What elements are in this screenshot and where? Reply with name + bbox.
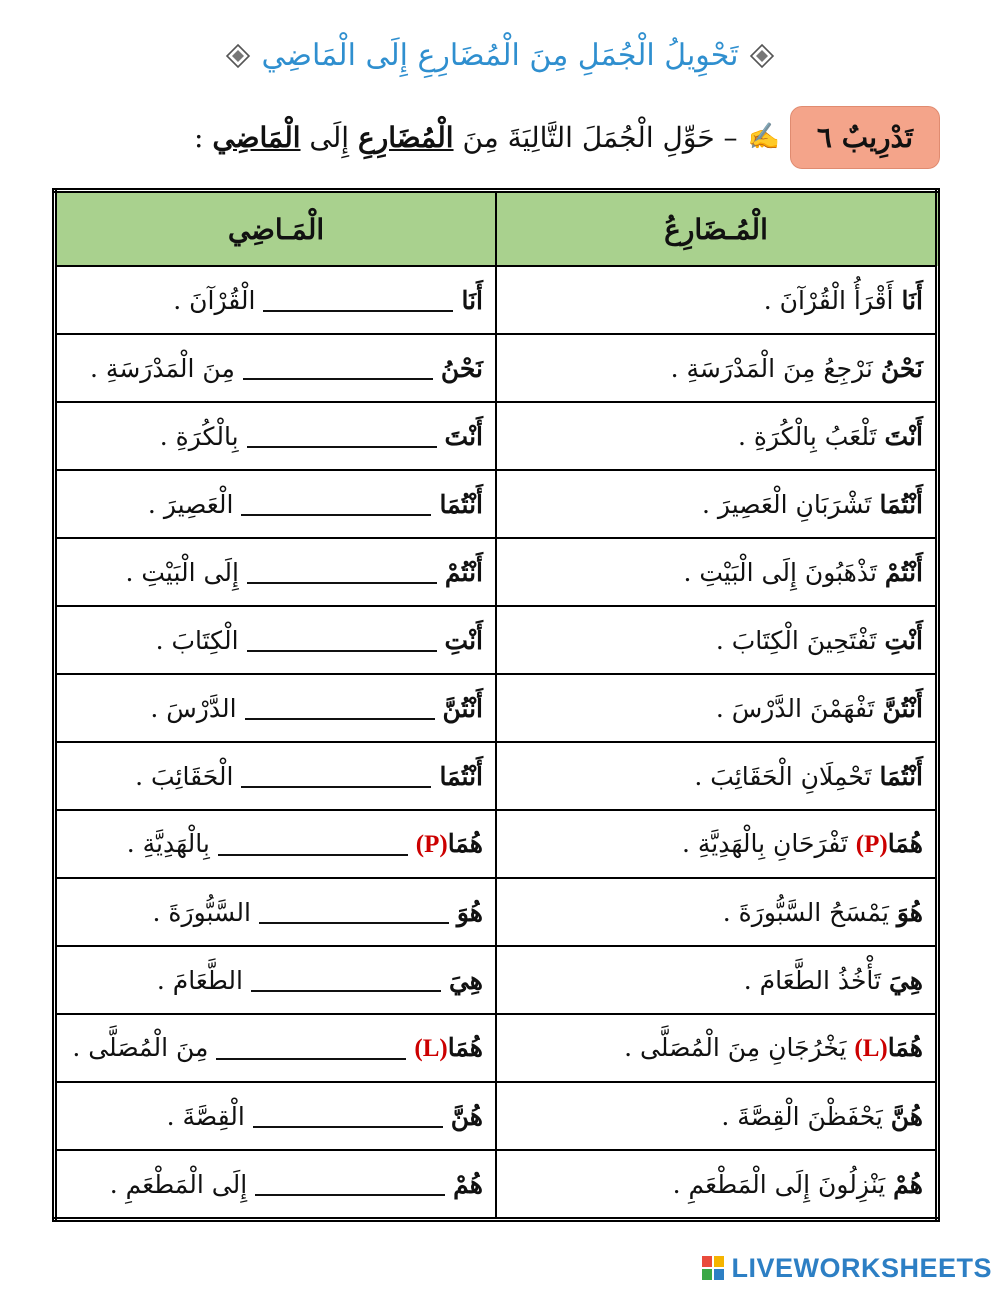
pronoun: هِيَ [448, 965, 483, 995]
present-sentence: تَلْعَبُ بِالْكُرَةِ . [738, 421, 877, 451]
past-sentence-rest: الْقِصَّةَ . [166, 1101, 245, 1131]
pronoun: هُوَ [456, 897, 483, 927]
gender-mark: (P) [855, 831, 888, 858]
past-sentence-rest: إِلَى الْبَيْتِ . [125, 557, 239, 587]
table-row [55, 606, 938, 674]
answer-blank[interactable] [243, 360, 433, 380]
header-past: الْمَـاضِي [55, 191, 497, 267]
present-cell [496, 878, 938, 946]
pronoun: أَنْتُمَا [439, 489, 483, 519]
present-cell [496, 742, 938, 810]
past-sentence-rest: الْعَصِيرَ . [147, 489, 234, 519]
liveworksheets-logo [701, 1251, 992, 1285]
title-text: تَحْوِيلُ الْجُمَلِ مِنَ الْمُضَارِعِ إِلَى الْمَاضِي [261, 38, 739, 73]
pronoun: أَنْتَ [444, 421, 483, 451]
present-cell [496, 606, 938, 674]
present-sentence: يَنْزِلُونَ إِلَى الْمَطْعَمِ . [672, 1169, 886, 1199]
past-sentence-rest: الْحَقَائِبَ . [135, 761, 234, 791]
instruction-from: الْمُضَارِعِ [357, 120, 454, 154]
past-sentence-rest: إِلَى الْمَطْعَمِ . [109, 1169, 248, 1199]
logo-text: LIVEWORKSHEETS [731, 1252, 992, 1283]
pronoun: أَنَا [461, 285, 483, 315]
answer-blank[interactable] [247, 632, 437, 652]
ornament-icon [225, 43, 251, 69]
table-row [55, 742, 938, 810]
past-sentence-rest: مِنَ الْمُصَلَّى . [72, 1033, 209, 1062]
past-cell [55, 1082, 497, 1150]
past-cell [55, 878, 497, 946]
pronoun: هُنَّ [890, 1101, 923, 1131]
present-cell [496, 810, 938, 878]
pronoun: هِيَ [888, 965, 923, 995]
past-cell [55, 402, 497, 470]
table-row [55, 810, 938, 878]
present-cell [496, 470, 938, 538]
past-cell [55, 1014, 497, 1082]
present-cell [496, 266, 938, 334]
present-cell [496, 402, 938, 470]
pronoun: أَنْتُنَّ [882, 693, 923, 723]
table-header-row [55, 191, 938, 267]
present-cell [496, 334, 938, 402]
present-sentence: تَأْخُذُ الطَّعَامَ . [743, 965, 882, 995]
pronoun: هُمَا [447, 829, 483, 858]
past-cell [55, 538, 497, 606]
table-row [55, 1150, 938, 1220]
table-row [55, 1082, 938, 1150]
answer-blank[interactable] [216, 1040, 406, 1060]
pronoun: أَنَا [901, 285, 923, 315]
table-row [55, 334, 938, 402]
present-cell [496, 674, 938, 742]
pronoun: هُمَا [887, 1033, 923, 1062]
pronoun: أَنْتِ [884, 625, 923, 655]
instruction-to: الْمَاضِي [212, 120, 301, 154]
past-sentence-rest: الدَّرْسَ . [150, 693, 237, 723]
table-row [55, 946, 938, 1014]
present-sentence: تَذْهَبُونَ إِلَى الْبَيْتِ . [683, 557, 877, 587]
pronoun: هُمَا [447, 1033, 483, 1062]
pronoun: أَنْتُمْ [444, 557, 483, 587]
pronoun: هُمَا [887, 829, 923, 858]
past-cell [55, 266, 497, 334]
present-sentence: تَفْهَمْنَ الدَّرْسَ . [715, 693, 875, 723]
present-sentence: تَشْرَبَانِ الْعَصِيرَ . [702, 489, 872, 519]
pencil-icon: ✍ [747, 122, 780, 152]
pronoun: نَحْنُ [440, 353, 483, 383]
pronoun: أَنْتُمَا [879, 761, 923, 791]
instruction-prefix: – حَوِّلِ الْجُمَلَ التَّالِيَةَ مِنَ [462, 120, 738, 154]
table-row [55, 878, 938, 946]
gender-mark: (L) [854, 1035, 888, 1062]
past-sentence-rest: الطَّعَامَ . [156, 965, 243, 995]
present-cell [496, 946, 938, 1014]
table-row [55, 538, 938, 606]
pronoun: هُنَّ [450, 1101, 483, 1131]
past-cell [55, 742, 497, 810]
answer-blank[interactable] [251, 972, 441, 992]
worksheet-title [0, 38, 1000, 73]
header-present: الْمُـضَارِعُ [496, 191, 938, 267]
table-row [55, 1014, 938, 1082]
exercise-badge: تَدْرِيبٌ ٦ [790, 106, 940, 169]
answer-blank[interactable] [255, 1176, 445, 1196]
pronoun: هُمْ [893, 1169, 923, 1199]
present-cell [496, 1014, 938, 1082]
past-cell [55, 946, 497, 1014]
answer-blank[interactable] [259, 904, 449, 924]
instruction-text [194, 121, 738, 154]
past-sentence-rest: الْقُرْآنَ . [173, 285, 256, 315]
pronoun: أَنْتُمَا [439, 761, 483, 791]
table-row [55, 470, 938, 538]
table-row [55, 402, 938, 470]
answer-blank[interactable] [247, 564, 437, 584]
present-cell [496, 1082, 938, 1150]
instruction-middle: إِلَى [309, 120, 350, 154]
conversion-table [52, 188, 940, 1222]
pronoun: أَنْتُمَا [879, 489, 923, 519]
logo-icon [701, 1255, 725, 1281]
past-cell [55, 606, 497, 674]
past-cell [55, 334, 497, 402]
answer-blank[interactable] [241, 768, 431, 788]
pronoun: أَنْتِ [444, 625, 483, 655]
pronoun: هُوَ [896, 897, 923, 927]
present-cell [496, 538, 938, 606]
gender-mark: (P) [415, 831, 448, 858]
past-cell [55, 470, 497, 538]
present-sentence: يَحْفَظْنَ الْقِصَّةَ . [721, 1101, 883, 1131]
past-sentence-rest: مِنَ الْمَدْرَسَةِ . [90, 353, 235, 383]
pronoun: أَنْتُنَّ [442, 693, 483, 723]
present-sentence: نَرْجِعُ مِنَ الْمَدْرَسَةِ . [670, 353, 873, 383]
table-row [55, 674, 938, 742]
present-sentence: أَقْرَأُ الْقُرْآنَ . [763, 285, 894, 315]
table-row [55, 266, 938, 334]
past-sentence-rest: الْكِتَابَ . [155, 625, 239, 655]
present-sentence: تَفْرَحَانِ بِالْهَدِيَّةِ . [681, 829, 848, 858]
past-cell [55, 674, 497, 742]
answer-blank[interactable] [241, 496, 431, 516]
present-cell [496, 1150, 938, 1220]
past-cell [55, 810, 497, 878]
past-sentence-rest: السَّبُّورَةَ . [152, 897, 251, 927]
instruction-row [120, 100, 940, 174]
pronoun: نَحْنُ [880, 353, 923, 383]
present-sentence: يَمْسَحُ السَّبُّورَةَ . [722, 897, 889, 927]
answer-blank[interactable] [245, 700, 435, 720]
gender-mark: (L) [414, 1035, 448, 1062]
ornament-icon [749, 43, 775, 69]
past-sentence-rest: بِالْهَدِيَّةِ . [126, 829, 210, 858]
past-cell [55, 1150, 497, 1220]
present-sentence: تَفْتَحِينَ الْكِتَابَ . [715, 625, 877, 655]
pronoun: أَنْتَ [884, 421, 923, 451]
past-sentence-rest: بِالْكُرَةِ . [159, 421, 239, 451]
pronoun: هُمْ [453, 1169, 483, 1199]
instruction-suffix: : [194, 120, 204, 154]
answer-blank[interactable] [218, 836, 408, 856]
answer-blank[interactable] [263, 292, 453, 312]
present-sentence: تَحْمِلَانِ الْحَقَائِبَ . [694, 761, 872, 791]
present-sentence: يَخْرُجَانِ مِنَ الْمُصَلَّى . [624, 1033, 847, 1062]
answer-blank[interactable] [253, 1108, 443, 1128]
pronoun: أَنْتُمْ [884, 557, 923, 587]
answer-blank[interactable] [247, 428, 437, 448]
